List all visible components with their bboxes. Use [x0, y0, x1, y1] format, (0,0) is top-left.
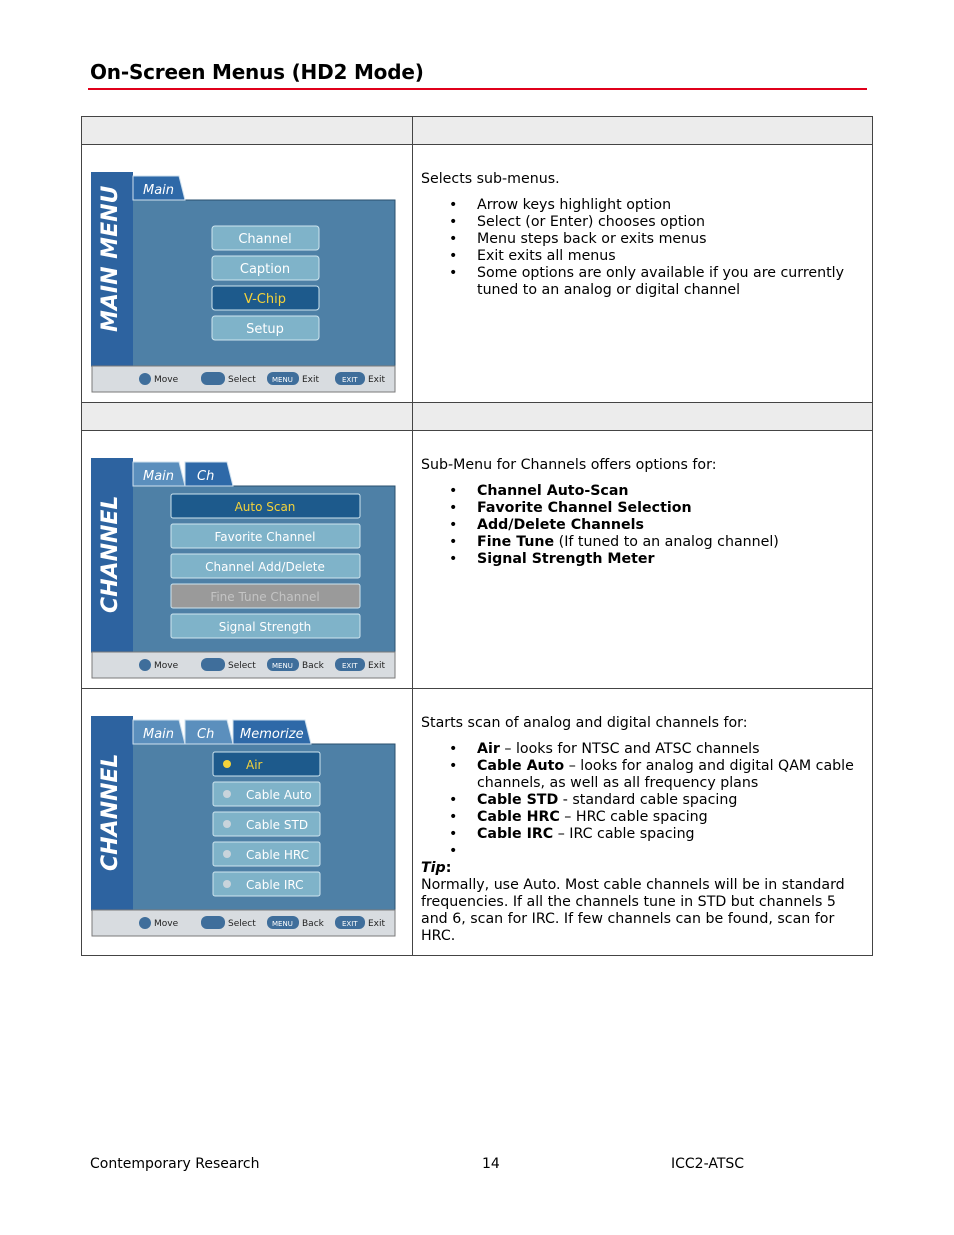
table-row — [82, 145, 873, 403]
table-row — [82, 689, 873, 956]
image-cell — [82, 431, 413, 689]
row1-intro: Selects sub-menus. — [421, 171, 560, 187]
row2-description — [413, 431, 872, 568]
row3-intro: Starts scan of analog and digital channels for: — [421, 715, 748, 731]
memorize-menu-screenshot — [91, 716, 397, 938]
footer-select: Select — [228, 661, 256, 671]
footer-move: Move — [154, 661, 179, 671]
footer-exit-action: Exit — [368, 375, 386, 385]
tab-main: Main — [143, 727, 175, 742]
footer-exit-key: EXIT — [342, 920, 358, 928]
row2-bullets — [421, 483, 864, 568]
tip-colon: : — [445, 860, 452, 876]
list-item: • Channel Auto-Scan — [477, 483, 864, 500]
vertical-label: MAIN MENU — [98, 185, 123, 332]
header-cell-right — [413, 117, 873, 145]
menu-button-channel-add-delete: Channel Add/Delete — [205, 560, 325, 574]
footer-menu-action: Back — [302, 661, 324, 671]
menus-table — [81, 116, 873, 956]
list-item — [477, 843, 864, 860]
table-header-row — [82, 117, 873, 145]
tab-main: Main — [143, 183, 175, 198]
list-item: • Cable IRC – IRC cable spacing — [477, 826, 864, 843]
tab-ch: Ch — [197, 469, 215, 484]
tip-heading — [421, 860, 864, 877]
header-cell-right — [413, 403, 873, 431]
description-cell — [413, 145, 873, 403]
list-item: • Cable STD - standard cable spacing — [477, 792, 864, 809]
footer-move: Move — [154, 919, 179, 929]
footer-select: Select — [228, 919, 256, 929]
list-item: • Fine Tune (If tuned to an analog channel) — [477, 534, 864, 551]
tab-ch: Ch — [197, 727, 215, 742]
vertical-label: CHANNEL — [98, 753, 123, 871]
list-item: • Some options are only available if you are currently tuned to an analog or digital channel — [477, 265, 864, 299]
row3-bullets — [421, 741, 864, 860]
footer-exit-key: EXIT — [342, 376, 358, 384]
menu-button-caption: Caption — [239, 262, 291, 277]
footer-exit-key: EXIT — [342, 662, 358, 670]
header-cell-left — [82, 403, 413, 431]
image-cell — [82, 689, 413, 956]
menu-button-fine-tune: Fine Tune Channel — [210, 590, 320, 604]
menu-button-vchip: V-Chip — [243, 292, 287, 307]
footer-menu-action: Back — [302, 919, 324, 929]
footer-select: Select — [228, 375, 256, 385]
tab-main: Main — [143, 469, 175, 484]
header-cell-left — [82, 117, 413, 145]
table-row — [82, 431, 873, 689]
row1-bullets — [421, 197, 864, 299]
list-item: • Menu steps back or exits menus — [477, 231, 864, 248]
menu-button-setup: Setup — [246, 322, 284, 337]
radio-cable-std: Cable STD — [246, 818, 309, 832]
menu-button-signal-strength: Signal Strength — [218, 620, 312, 634]
list-item: • Select (or Enter) chooses option — [477, 214, 864, 231]
menu-button-channel: Channel — [238, 232, 292, 247]
tip-label: Tip — [421, 860, 446, 876]
footer-page-number: 14 — [482, 1156, 500, 1172]
footer-document-id: ICC2-ATSC — [671, 1156, 745, 1172]
page-title: On-Screen Menus (HD2 Mode) — [90, 60, 424, 84]
row3-description — [413, 689, 872, 945]
radio-cable-irc: Cable IRC — [246, 878, 304, 892]
radio-cable-auto: Cable Auto — [246, 788, 312, 802]
channel-menu-screenshot — [91, 458, 397, 680]
list-item: • Favorite Channel Selection — [477, 500, 864, 517]
list-item: • Arrow keys highlight option — [477, 197, 864, 214]
row2-intro: Sub-Menu for Channels offers options for: — [421, 457, 717, 473]
tab-memorize: Memorize — [240, 727, 304, 742]
row1-description — [413, 145, 872, 299]
radio-air: Air — [246, 758, 263, 772]
table-header-row — [82, 403, 873, 431]
vertical-label: CHANNEL — [98, 495, 123, 613]
footer-menu-key: MENU — [272, 662, 293, 670]
footer-menu-key: MENU — [272, 376, 293, 384]
radio-cable-hrc: Cable HRC — [246, 848, 310, 862]
menu-button-favorite-channel: Favorite Channel — [214, 530, 316, 544]
description-cell — [413, 689, 873, 956]
list-item: • Cable HRC – HRC cable spacing — [477, 809, 864, 826]
list-item: • Add/Delete Channels — [477, 517, 864, 534]
footer-menu-action: Exit — [302, 375, 320, 385]
footer-move: Move — [154, 375, 179, 385]
footer-menu-key: MENU — [272, 920, 293, 928]
image-cell — [82, 145, 413, 403]
tip-text: Normally, use Auto. Most cable channels will be in standard frequencies. If all the channels tune in STD but channels 5 and 6, scan for IRC. If few channels can be found, scan for HRC. — [421, 877, 845, 944]
title-rule — [88, 88, 867, 90]
list-item: • Signal Strength Meter — [477, 551, 864, 568]
list-item: • Air – looks for NTSC and ATSC channels — [477, 741, 864, 758]
menu-button-auto-scan: Auto Scan — [234, 500, 296, 514]
list-item: • Exit exits all menus — [477, 248, 864, 265]
main-menu-screenshot — [91, 172, 397, 394]
list-item: • Cable Auto – looks for analog and digital QAM cable channels, as well as all frequency plans — [477, 758, 864, 792]
description-cell — [413, 431, 873, 689]
footer-exit-action: Exit — [368, 661, 386, 671]
footer-company: Contemporary Research — [90, 1156, 260, 1172]
footer-exit-action: Exit — [368, 919, 386, 929]
